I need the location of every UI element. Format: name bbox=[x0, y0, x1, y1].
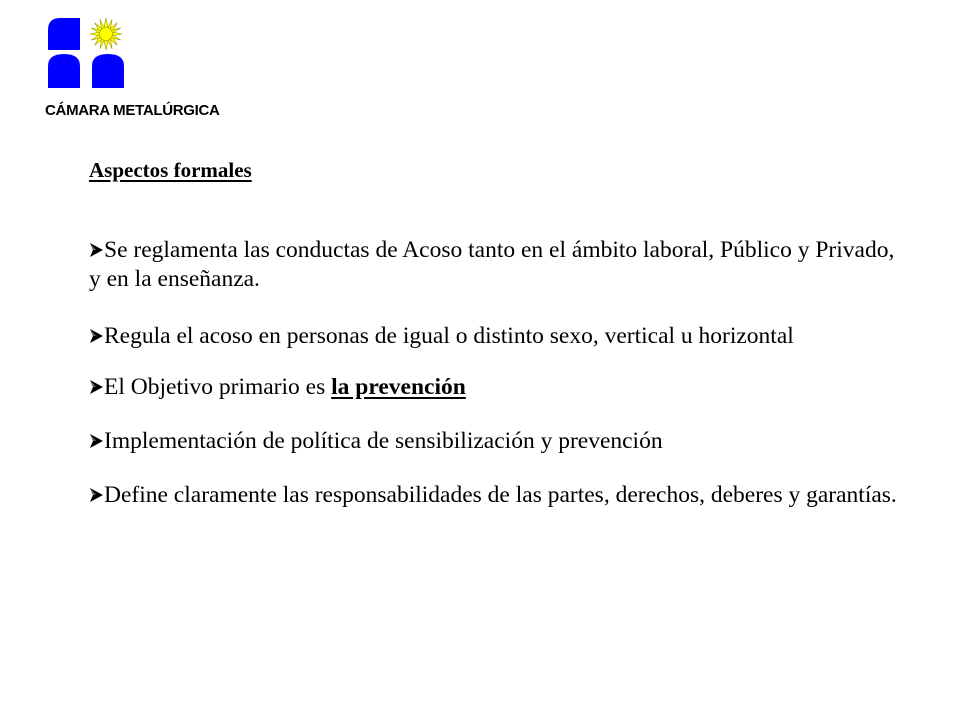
bullet-item bbox=[89, 427, 909, 456]
bullet-item bbox=[89, 373, 909, 402]
arrow-bullet-icon bbox=[89, 242, 104, 258]
company-logo bbox=[46, 16, 130, 90]
bullet-text: Regula el acoso en personas de igual o distinto sexo, vertical u horizontal bbox=[104, 323, 794, 349]
arrow-bullet-icon bbox=[89, 379, 104, 395]
slide-heading: Aspectos formales bbox=[89, 158, 252, 182]
slide-content bbox=[89, 155, 909, 538]
bullet-text: Define claramente las responsabilidades de las partes, derechos, deberes y garantías. bbox=[104, 482, 897, 508]
logo-block-top-left bbox=[48, 18, 80, 50]
arrow-bullet-icon bbox=[89, 433, 104, 449]
arrow-bullet-icon bbox=[89, 487, 104, 503]
bullet-emphasis: la prevención bbox=[331, 374, 466, 400]
org-name: CÁMARA METALÚRGICA bbox=[45, 102, 220, 119]
arrow-bullet-icon bbox=[89, 328, 104, 344]
bullet-text: Se reglamenta las conductas de Acoso tanto en el ámbito laboral, Público y Privado, y en la enseñanza. bbox=[89, 237, 895, 292]
bullet-text: Implementación de política de sensibilización y prevención bbox=[104, 428, 663, 454]
bullet-item bbox=[89, 236, 909, 294]
bullet-text: El Objetivo primario es bbox=[104, 374, 332, 400]
bullet-list bbox=[89, 236, 909, 510]
logo-graphic bbox=[46, 16, 130, 90]
sun-icon bbox=[90, 18, 122, 50]
bullet-item bbox=[89, 322, 909, 351]
logo-block-bottom-left bbox=[48, 54, 80, 88]
bullet-item bbox=[89, 481, 909, 510]
logo-block-bottom-right bbox=[92, 54, 124, 88]
